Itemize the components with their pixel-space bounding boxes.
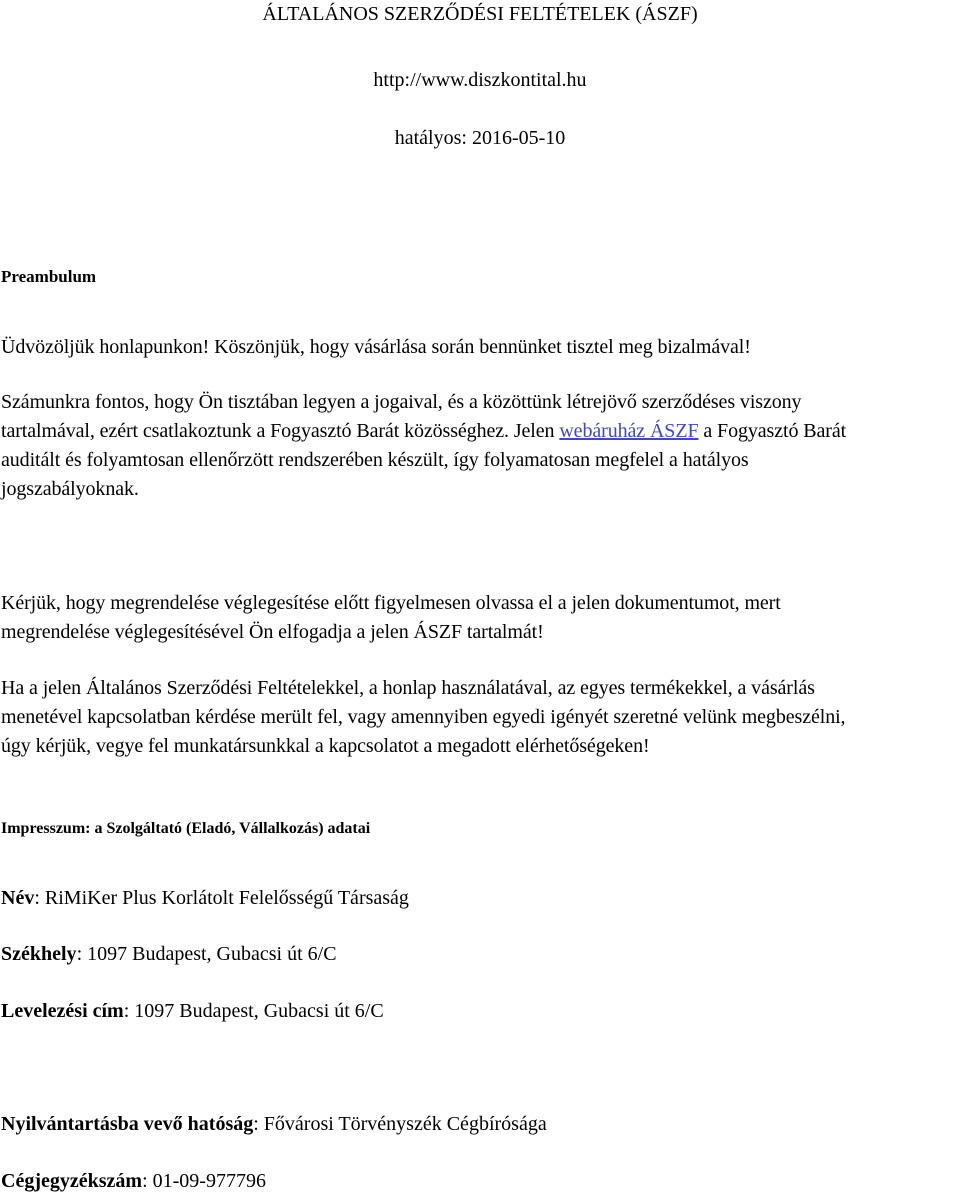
- paragraph-line: Számunkra fontos, hogy Ön tisztában legyen a jogaival, és a közöttünk létrejövő szerződéses viszony: [1, 391, 802, 413]
- field-label: Cégjegyzékszám: [1, 1170, 143, 1192]
- field-value: : 01-09-977796: [142, 1170, 266, 1192]
- field-label: Székhely: [1, 943, 77, 965]
- field-label: Név: [1, 887, 35, 909]
- aszf-link[interactable]: webáruház ÁSZF: [559, 420, 699, 442]
- paragraph-line: megrendelése véglegesítésével Ön elfogadja a jelen ÁSZF tartalmát!: [1, 621, 544, 643]
- paragraph-line: auditált és folyamtosan ellenőrzött rendszerében készült, így folyamatosan megfelel a hatályos: [1, 449, 749, 471]
- paragraph-line: jogszabályoknak.: [1, 478, 139, 500]
- document-title: ÁLTALÁNOS SZERZŐDÉSI FELTÉTELEK (ÁSZF): [262, 3, 698, 25]
- company-registration-number-field: [1, 1168, 266, 1194]
- paragraph-line: [1, 417, 960, 446]
- field-value: : 1097 Budapest, Gubacsi út 6/C: [76, 943, 337, 965]
- company-name-field: [1, 885, 409, 911]
- headquarters-field: [1, 941, 337, 967]
- field-value: : 1097 Budapest, Gubacsi út 6/C: [123, 1000, 384, 1022]
- paragraph-text: a Fogyasztó Barát: [698, 420, 847, 442]
- field-value: : RiMiKer Plus Korlátolt Felelősségű Társaság: [34, 887, 409, 909]
- impresszum-heading: Impresszum: a Szolgáltató (Eladó, Vállalkozás) adatai: [1, 820, 371, 837]
- effective-date: hatályos: 2016-05-10: [394, 127, 566, 149]
- registry-authority-field: [1, 1111, 547, 1137]
- paragraph-line: menetével kapcsolatban kérdése merült fel, vagy amennyiben egyedi igényét szeretné velünk megbeszélni,: [1, 706, 846, 728]
- contact-paragraph: [1, 674, 960, 761]
- consumer-friend-paragraph: [1, 388, 960, 504]
- paragraph-line: Kérjük, hogy megrendelése véglegesítése előtt figyelmesen olvassa el a jelen dokumentumot, mert: [1, 592, 781, 614]
- paragraph-line: úgy kérjük, vegye fel munkatársunkkal a kapcsolatot a megadott elérhetőségeken!: [1, 735, 650, 757]
- mailing-address-field: [1, 998, 384, 1024]
- field-label: Nyilvántartásba vevő hatóság: [1, 1113, 254, 1135]
- read-carefully-paragraph: [1, 589, 960, 647]
- paragraph-text: tartalmával, ezért csatlakoztunk a Fogyasztó Barát közösséghez. Jelen: [1, 420, 560, 442]
- website-url: http://www.diszkontital.hu: [373, 69, 587, 91]
- welcome-paragraph: Üdvözöljük honlapunkon! Köszönjük, hogy vásárlása során bennünket tisztel meg bizalmával!: [1, 336, 751, 358]
- preambulum-heading: Preambulum: [1, 267, 97, 286]
- field-label: Levelezési cím: [1, 1000, 124, 1022]
- field-value: : Fővárosi Törvényszék Cégbírósága: [253, 1113, 547, 1135]
- paragraph-line: Ha a jelen Általános Szerződési Feltételekkel, a honlap használatával, az egyes termékekkel, a vásárlás: [1, 677, 815, 699]
